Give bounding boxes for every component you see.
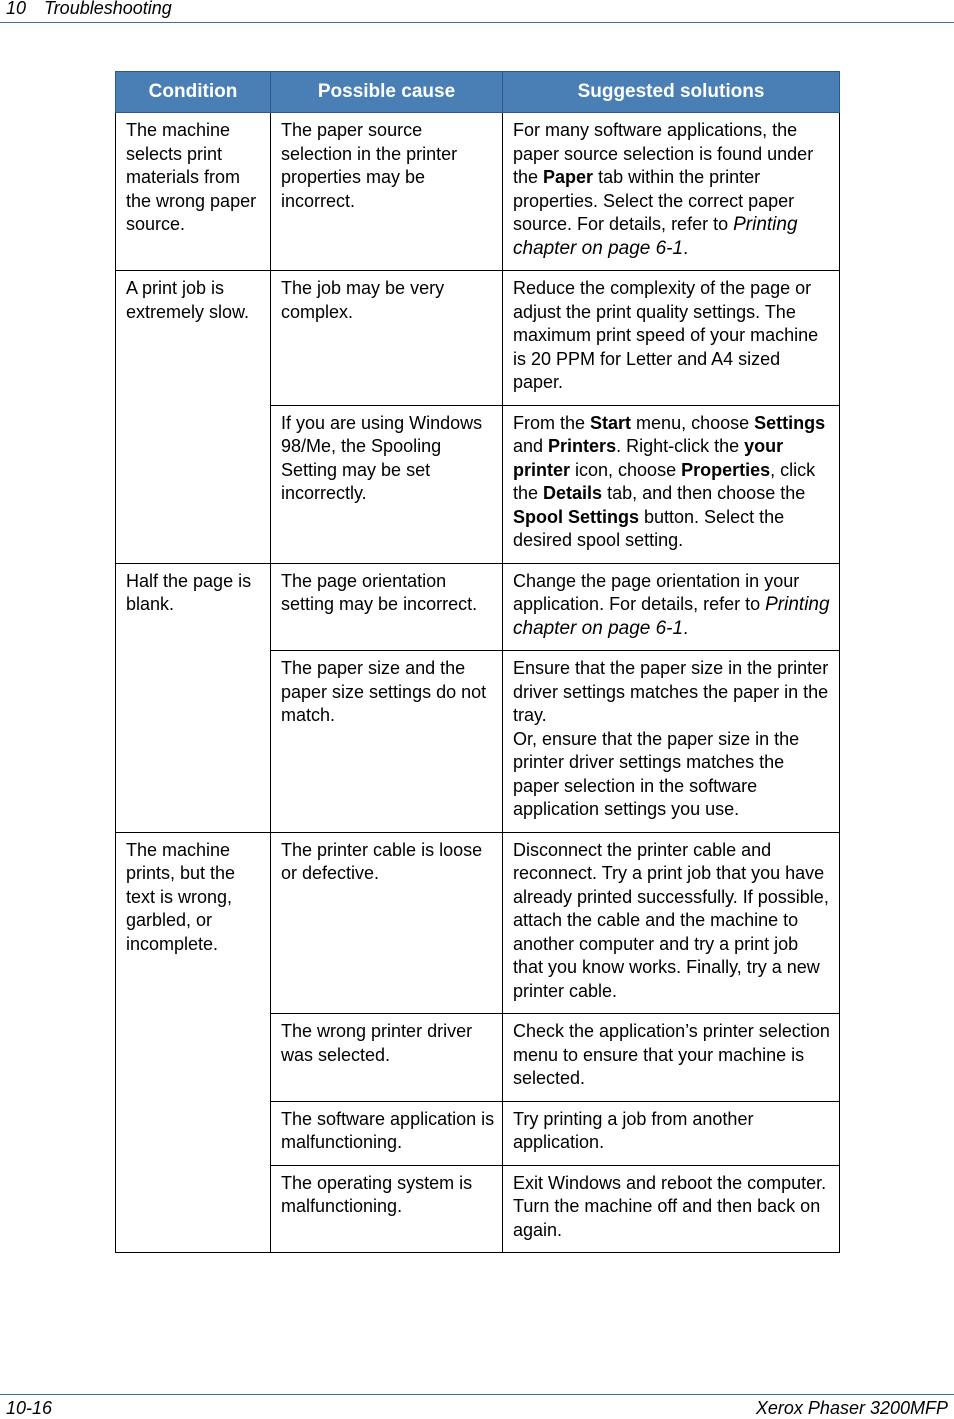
chapter-title: Troubleshooting	[44, 0, 172, 18]
solution-cell: Disconnect the printer cable and reconnect. Try a print job that you have already printed successfully. If possible, attach the cable and the machine to another computer and try a print job that you know works. Finally, try a new printer cable.	[503, 832, 840, 1014]
condition-cell: The machine prints, but the text is wrong, garbled, or incomplete.	[116, 832, 271, 1253]
solution-cell: Check the application’s printer selection menu to ensure that your machine is selected.	[503, 1014, 840, 1102]
condition-cell: Half the page is blank.	[116, 563, 271, 832]
solution-cell: Try printing a job from another application.	[503, 1101, 840, 1165]
solution-cell: Ensure that the paper size in the printer driver settings matches the paper in the tray. Or, ensure that the paper size in the printer driver settings matches the paper selection in the software application settings you use.	[503, 651, 840, 833]
header-rule	[0, 22, 954, 23]
table-row	[116, 563, 840, 651]
table-row	[116, 113, 840, 271]
solution-cell: From the Start menu, choose Settings and Printers. Right-click the your printer icon, choose Properties, click the Details tab, and then choose the Spool Settings button. Select the desired spool setting.	[503, 405, 840, 563]
table-header-row	[116, 72, 840, 113]
condition-cell: The machine selects print materials from the wrong paper source.	[116, 113, 271, 271]
running-header	[6, 0, 172, 19]
header-suggested-solutions: Suggested solutions	[503, 72, 840, 113]
cross-reference-link[interactable]: Printing chapter on page 6-1	[513, 214, 798, 259]
footer-rule	[0, 1394, 954, 1395]
chapter-number: 10	[6, 0, 27, 18]
table-row	[116, 271, 840, 406]
table-row	[116, 832, 840, 1014]
cause-cell: The printer cable is loose or defective.	[271, 832, 503, 1014]
solution-cell: For many software applications, the paper source selection is found under the Paper tab within the printer properties. Select the correct paper source. For details, refer to Printing chapter on page 6-1.	[503, 113, 840, 271]
solution-cell: Change the page orientation in your application. For details, refer to Printing chapter on page 6-1.	[503, 563, 840, 651]
cause-cell: The wrong printer driver was selected.	[271, 1014, 503, 1102]
cause-cell: The paper size and the paper size settings do not match.	[271, 651, 503, 833]
cause-cell: The job may be very complex.	[271, 271, 503, 406]
condition-cell: A print job is extremely slow.	[116, 271, 271, 564]
solution-cell: Exit Windows and reboot the computer. Turn the machine off and then back on again.	[503, 1165, 840, 1253]
solution-cell: Reduce the complexity of the page or adjust the print quality settings. The maximum print speed of your machine is 20 PPM for Letter and A4 sized paper.	[503, 271, 840, 406]
page-number: 10-16	[6, 1398, 53, 1418]
header-condition: Condition	[116, 72, 271, 113]
header-possible-cause: Possible cause	[271, 72, 503, 113]
cause-cell: If you are using Windows 98/Me, the Spooling Setting may be set incorrectly.	[271, 405, 503, 563]
cause-cell: The operating system is malfunctioning.	[271, 1165, 503, 1253]
cause-cell: The paper source selection in the printer properties may be incorrect.	[271, 113, 503, 271]
cross-reference-link[interactable]: Printing chapter on page 6-1	[513, 594, 830, 639]
cause-cell: The software application is malfunctioning.	[271, 1101, 503, 1165]
cause-cell: The page orientation setting may be incorrect.	[271, 563, 503, 651]
product-name: Xerox Phaser 3200MFP	[755, 1398, 948, 1418]
troubleshooting-table	[115, 71, 840, 1253]
